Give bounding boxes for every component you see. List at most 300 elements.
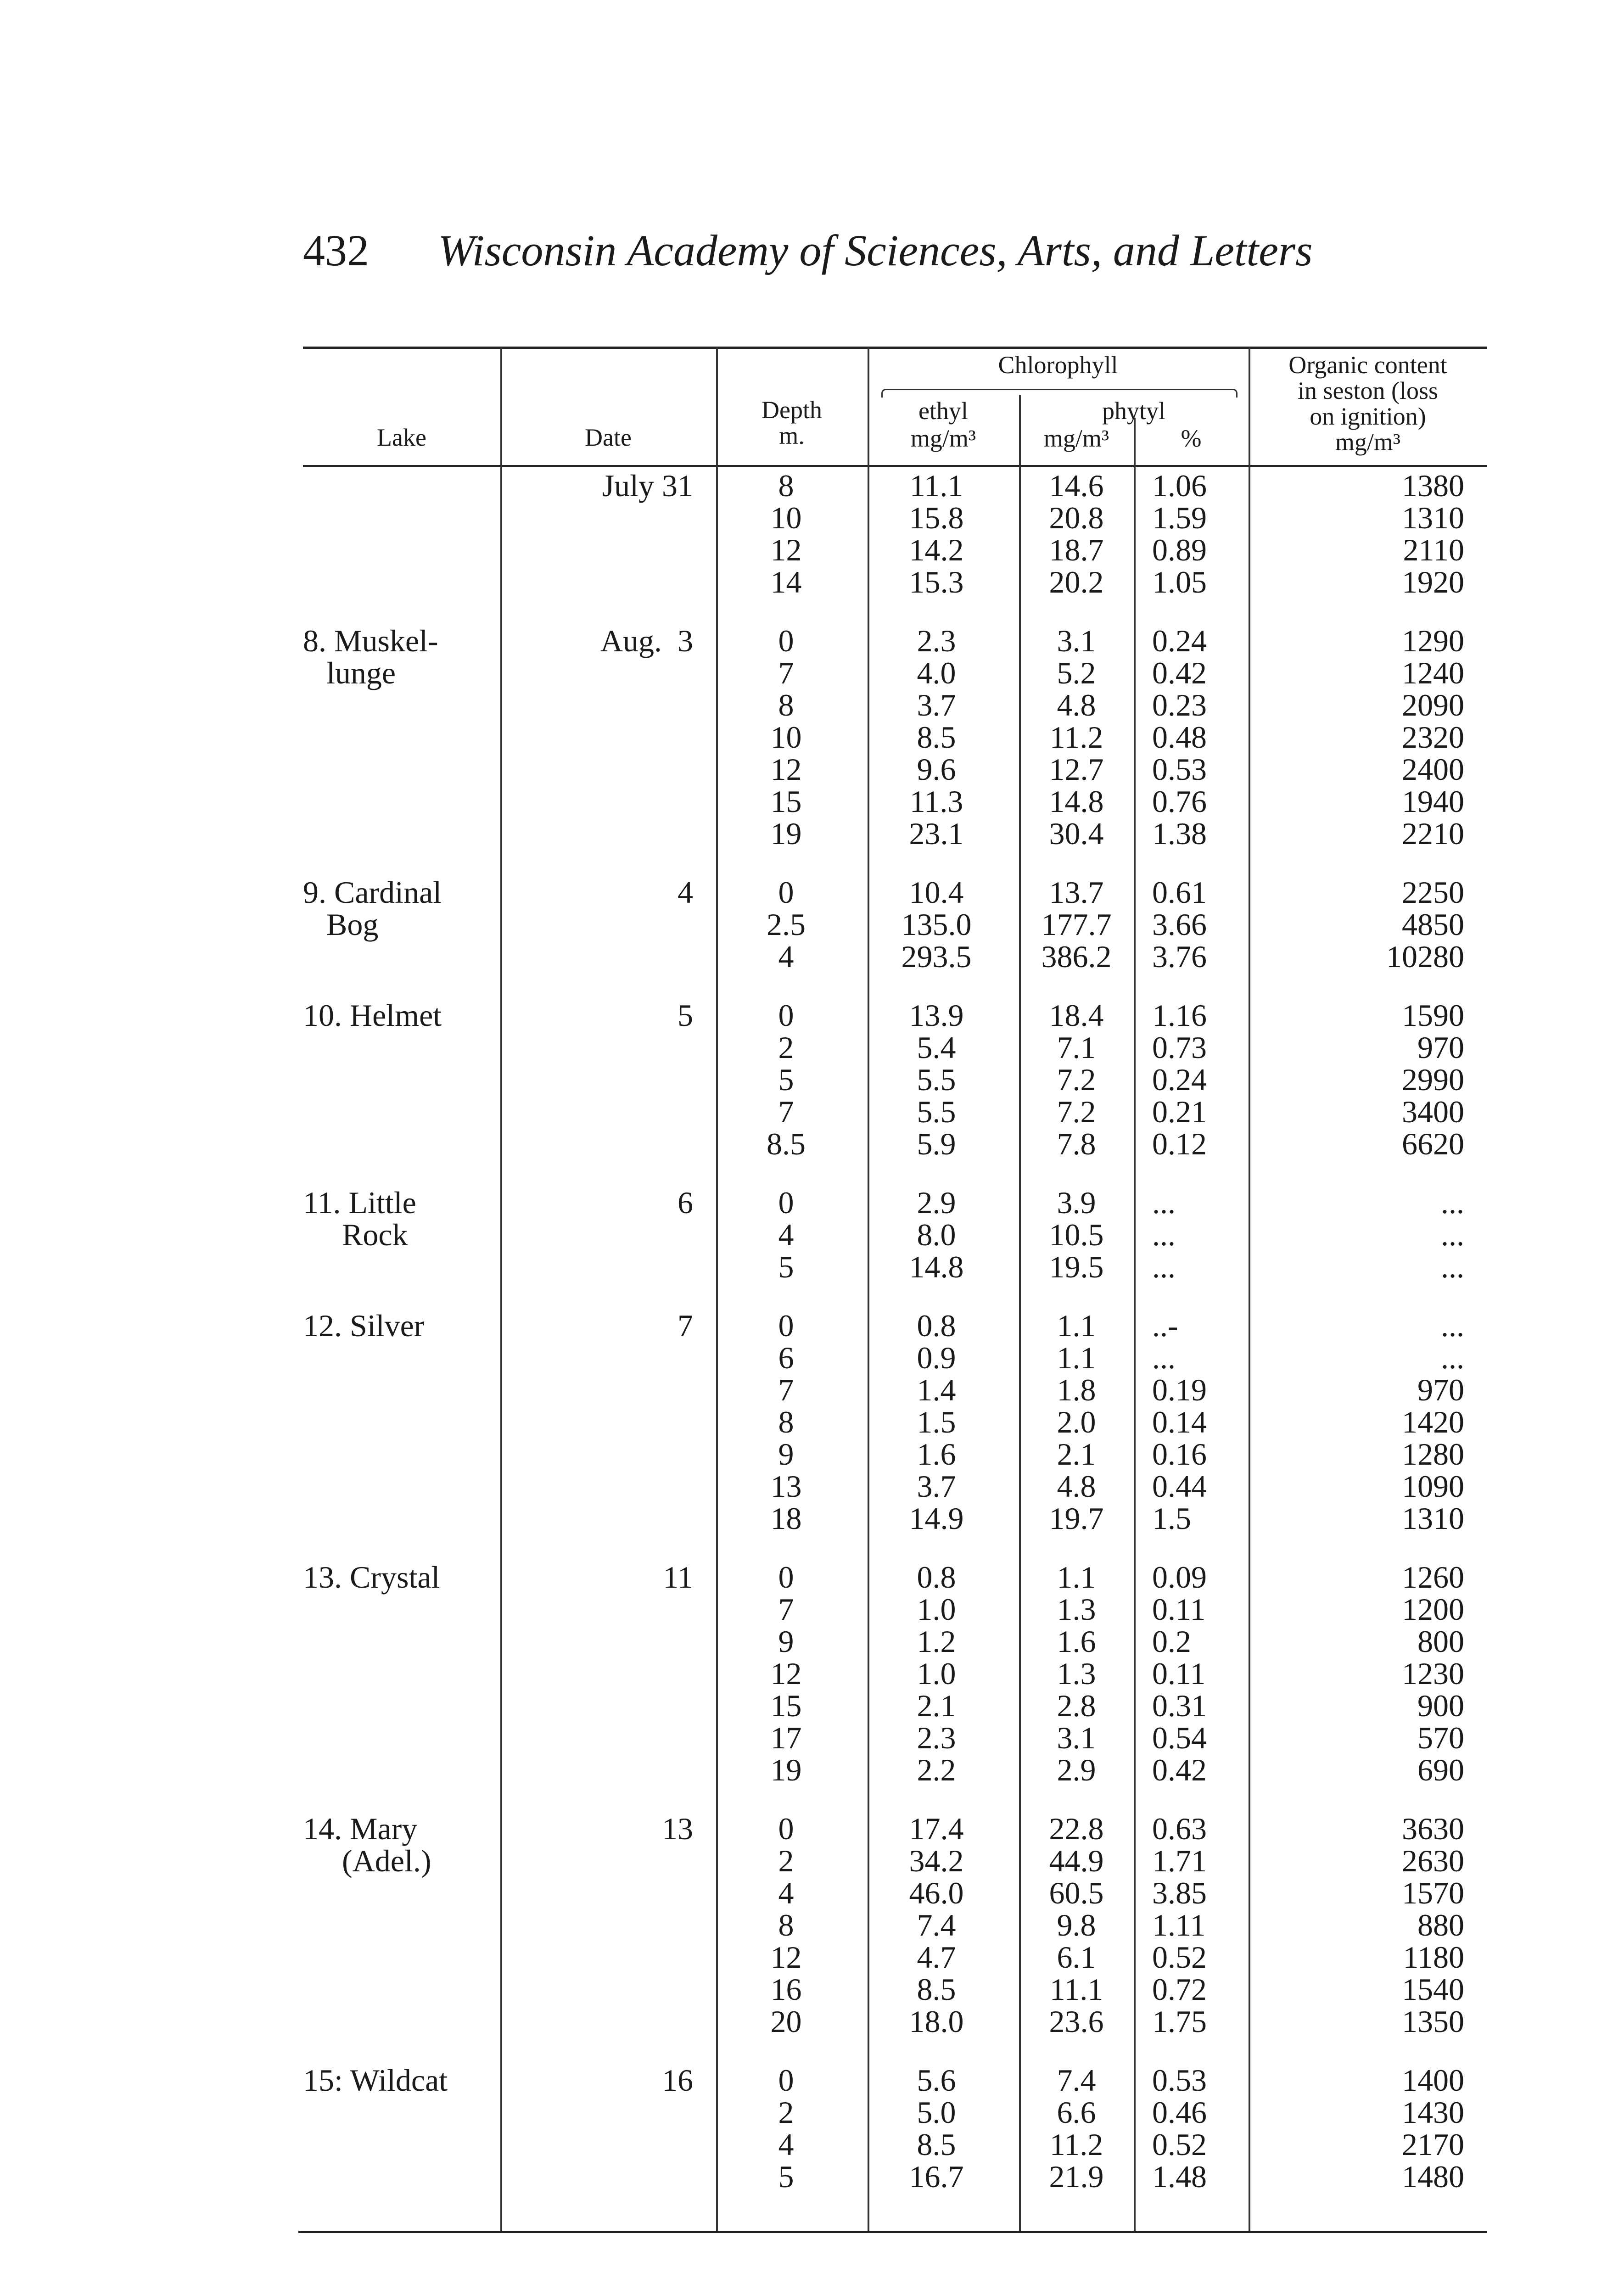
organic-content-cell: 1480 <box>1402 2159 1464 2194</box>
data-table <box>303 347 1487 2261</box>
ethyl-cell: 8.5 <box>917 2127 956 2162</box>
phytyl-percent-cell: 1.16 <box>1152 998 1207 1033</box>
ethyl-cell: 7.4 <box>917 1908 956 1942</box>
depth-cell: 2 <box>778 1843 794 1878</box>
organic-content-cell: 690 <box>1417 1752 1464 1787</box>
depth-cell: 10 <box>770 500 802 535</box>
ethyl-cell: 8.0 <box>917 1217 956 1252</box>
organic-content-cell: 2170 <box>1402 2127 1464 2162</box>
phytyl-mg-cell: 11.2 <box>1049 720 1103 755</box>
ethyl-cell: 17.4 <box>909 1811 964 1846</box>
organic-content-cell: 2090 <box>1402 688 1464 722</box>
phytyl-mg-cell: 9.8 <box>1057 1908 1096 1942</box>
ethyl-cell: 1.4 <box>917 1372 956 1407</box>
organic-content-cell: 1400 <box>1402 2063 1464 2098</box>
depth-cell: 12 <box>770 532 802 567</box>
phytyl-percent-cell: 0.21 <box>1152 1094 1207 1129</box>
phytyl-mg-cell: 177.7 <box>1041 907 1112 942</box>
phytyl-percent-cell: 0.12 <box>1152 1126 1207 1161</box>
phytyl-percent-cell: 1.11 <box>1152 1908 1206 1942</box>
ethyl-cell: 1.0 <box>917 1656 956 1691</box>
phytyl-mg-cell: 386.2 <box>1041 939 1112 974</box>
depth-cell: 12 <box>770 752 802 787</box>
lake-group <box>303 625 1487 850</box>
lake-name: Rock <box>303 1217 408 1252</box>
phytyl-percent-cell: ... <box>1152 1185 1176 1220</box>
phytyl-mg-cell: 60.5 <box>1049 1875 1104 1910</box>
ethyl-cell: 3.7 <box>917 1469 956 1504</box>
sample-date: July 31 <box>602 468 693 503</box>
phytyl-percent-cell: 3.66 <box>1152 907 1207 942</box>
depth-cell: 5 <box>778 1062 794 1097</box>
organic-content-cell: 2630 <box>1402 1843 1464 1878</box>
depth-cell: 2.5 <box>767 907 806 942</box>
ethyl-cell: 8.5 <box>917 1972 956 2007</box>
table-row <box>303 785 1487 817</box>
phytyl-mg-cell: 1.1 <box>1057 1340 1096 1375</box>
phytyl-mg-cell: 1.6 <box>1057 1624 1096 1659</box>
table-row <box>303 1251 1487 1283</box>
sample-date: 11 <box>663 1560 693 1595</box>
phytyl-mg-cell: 1.3 <box>1057 1656 1096 1691</box>
phytyl-mg-cell: 6.1 <box>1057 1940 1096 1975</box>
depth-cell: 19 <box>770 816 802 851</box>
table-row <box>303 1502 1487 1534</box>
table-row <box>303 1941 1487 1973</box>
header-ethyl-unit: mg/m³ <box>910 425 976 452</box>
depth-cell: 7 <box>778 655 794 690</box>
phytyl-percent-cell: 0.72 <box>1152 1972 1207 2007</box>
table-row <box>303 999 1487 1031</box>
depth-cell: 9 <box>778 1437 794 1472</box>
group-spacer <box>303 1160 1487 1187</box>
table-row <box>303 1374 1487 1406</box>
sample-date: Aug. 3 <box>600 623 693 658</box>
phytyl-percent-cell: 0.24 <box>1152 1062 1207 1097</box>
phytyl-percent-cell: 0.48 <box>1152 720 1207 755</box>
header-phytyl-unit: mg/m³ <box>1043 425 1109 452</box>
phytyl-mg-cell: 3.1 <box>1057 1720 1096 1755</box>
phytyl-mg-cell: 11.2 <box>1049 2127 1103 2162</box>
organic-content-cell: 1920 <box>1402 565 1464 599</box>
lake-name: Bog <box>303 907 379 942</box>
phytyl-percent-cell: 0.53 <box>1152 752 1207 787</box>
phytyl-mg-cell: 13.7 <box>1049 875 1104 910</box>
table-row <box>303 1973 1487 2005</box>
table-row <box>303 876 1487 908</box>
ethyl-cell: 2.2 <box>917 1752 956 1787</box>
ethyl-cell: 34.2 <box>909 1843 964 1878</box>
phytyl-mg-cell: 18.7 <box>1049 532 1104 567</box>
depth-cell: 14 <box>770 565 802 599</box>
organic-content-cell: 1260 <box>1402 1560 1464 1595</box>
depth-cell: 5 <box>778 1249 794 1284</box>
depth-cell: 17 <box>770 1720 802 1755</box>
lake-name: 15: Wildcat <box>303 2063 448 2098</box>
table-row <box>303 1310 1487 1342</box>
table-body <box>303 470 1487 2193</box>
group-spacer <box>303 598 1487 625</box>
ethyl-cell: 23.1 <box>909 816 964 851</box>
organic-content-cell: 2250 <box>1402 875 1464 910</box>
lake-name: 8. Muskel- <box>303 623 438 658</box>
phytyl-percent-cell: 0.63 <box>1152 1811 1207 1846</box>
journal-title: Wisconsin Academy of Sciences, Arts, and Letters <box>438 226 1313 275</box>
phytyl-mg-cell: 23.6 <box>1049 2004 1104 2039</box>
depth-cell: 16 <box>770 1972 802 2007</box>
depth-cell: 20 <box>770 2004 802 2039</box>
group-spacer <box>303 973 1487 999</box>
sample-date: 7 <box>678 1308 693 1343</box>
organic-content-cell: ... <box>1441 1217 1464 1252</box>
organic-content-cell: 2400 <box>1402 752 1464 787</box>
phytyl-percent-cell: ... <box>1152 1217 1176 1252</box>
phytyl-mg-cell: 1.1 <box>1057 1560 1096 1595</box>
phytyl-percent-cell: ... <box>1152 1249 1176 1284</box>
phytyl-mg-cell: 4.8 <box>1057 688 1096 722</box>
phytyl-mg-cell: 7.2 <box>1057 1062 1096 1097</box>
depth-cell: 4 <box>778 939 794 974</box>
phytyl-percent-cell: 0.46 <box>1152 2095 1207 2130</box>
depth-cell: 5 <box>778 2159 794 2194</box>
ethyl-cell: 8.5 <box>917 720 956 755</box>
page-number: 432 <box>303 226 369 275</box>
lake-group <box>303 876 1487 973</box>
table-row <box>303 2161 1487 2193</box>
depth-cell: 8 <box>778 1405 794 1439</box>
organic-content-cell: 1310 <box>1402 1501 1464 1536</box>
table-row <box>303 753 1487 785</box>
phytyl-percent-cell: 0.73 <box>1152 1030 1207 1065</box>
phytyl-percent-cell: 0.52 <box>1152 1940 1207 1975</box>
organic-content-cell: 1540 <box>1402 1972 1464 2007</box>
phytyl-percent-cell: 0.42 <box>1152 655 1207 690</box>
organic-content-cell: 1280 <box>1402 1437 1464 1472</box>
ethyl-cell: 1.0 <box>917 1592 956 1627</box>
table-row <box>303 1470 1487 1502</box>
lake-name: 9. Cardinal <box>303 875 442 910</box>
phytyl-mg-cell: 7.2 <box>1057 1094 1096 1129</box>
ethyl-cell: 5.5 <box>917 1094 956 1129</box>
phytyl-percent-cell: 0.89 <box>1152 532 1207 567</box>
organic-content-cell: 1200 <box>1402 1592 1464 1627</box>
header-phytyl: phytyl <box>1102 397 1165 425</box>
ethyl-cell: 5.0 <box>917 2095 956 2130</box>
ethyl-cell: 2.9 <box>917 1185 956 1220</box>
phytyl-mg-cell: 6.6 <box>1057 2095 1096 2130</box>
ethyl-cell: 10.4 <box>909 875 964 910</box>
organic-content-cell: ... <box>1441 1185 1464 1220</box>
depth-cell: 8.5 <box>767 1126 806 1161</box>
phytyl-percent-cell: 0.19 <box>1152 1372 1207 1407</box>
header-organic-line: Organic content <box>1288 351 1447 379</box>
depth-cell: 18 <box>770 1501 802 1536</box>
depth-cell: 7 <box>778 1592 794 1627</box>
phytyl-percent-cell: 1.75 <box>1152 2004 1207 2039</box>
depth-cell: 9 <box>778 1624 794 1659</box>
organic-content-cell: 6620 <box>1402 1126 1464 1161</box>
phytyl-percent-cell: 0.61 <box>1152 875 1207 910</box>
ethyl-cell: 1.2 <box>917 1624 956 1659</box>
depth-cell: 12 <box>770 1656 802 1691</box>
ethyl-cell: 135.0 <box>901 907 972 942</box>
organic-content-cell: 970 <box>1417 1030 1464 1065</box>
depth-cell: 7 <box>778 1372 794 1407</box>
depth-cell: 0 <box>778 1811 794 1846</box>
phytyl-mg-cell: 22.8 <box>1049 1811 1104 1846</box>
header-depth-unit: m. <box>779 422 805 449</box>
table-row <box>303 1561 1487 1593</box>
table-row <box>303 566 1487 598</box>
organic-content-cell: 970 <box>1417 1372 1464 1407</box>
lake-name: (Adel.) <box>303 1843 431 1878</box>
organic-content-cell: 3630 <box>1402 1811 1464 1846</box>
table-row <box>303 1754 1487 1786</box>
organic-content-cell: 1290 <box>1402 623 1464 658</box>
organic-content-cell: 1590 <box>1402 998 1464 1033</box>
phytyl-mg-cell: 7.8 <box>1057 1126 1096 1161</box>
lake-name: 11. Little <box>303 1185 416 1220</box>
table-row <box>303 534 1487 566</box>
ethyl-cell: 4.0 <box>917 655 956 690</box>
organic-content-cell: 1570 <box>1402 1875 1464 1910</box>
sample-date: 4 <box>678 875 693 910</box>
depth-cell: 10 <box>770 720 802 755</box>
ethyl-cell: 0.9 <box>917 1340 956 1375</box>
organic-content-cell: 3400 <box>1402 1094 1464 1129</box>
ethyl-cell: 14.2 <box>909 532 964 567</box>
sample-date: 16 <box>662 2063 693 2098</box>
lake-name: 14. Mary <box>303 1811 418 1846</box>
table-row <box>303 1342 1487 1374</box>
depth-cell: 13 <box>770 1469 802 1504</box>
organic-content-cell: 4850 <box>1402 907 1464 942</box>
table-row <box>303 1657 1487 1690</box>
phytyl-percent-cell: 0.2 <box>1152 1624 1191 1659</box>
organic-content-cell: 1940 <box>1402 784 1464 819</box>
ethyl-cell: 14.9 <box>909 1501 964 1536</box>
phytyl-mg-cell: 18.4 <box>1049 998 1104 1033</box>
ethyl-cell: 15.3 <box>909 565 964 599</box>
depth-cell: 0 <box>778 1560 794 1595</box>
phytyl-percent-cell: 1.06 <box>1152 468 1207 503</box>
phytyl-percent-cell: 0.31 <box>1152 1688 1207 1723</box>
table-row <box>303 689 1487 721</box>
organic-content-cell: 2110 <box>1403 532 1464 567</box>
table-row <box>303 2005 1487 2038</box>
phytyl-percent-cell: ... <box>1152 1340 1176 1375</box>
phytyl-mg-cell: 4.8 <box>1057 1469 1096 1504</box>
organic-content-cell: 1310 <box>1402 500 1464 535</box>
lake-name: 12. Silver <box>303 1308 425 1343</box>
phytyl-percent-cell: 0.44 <box>1152 1469 1207 1504</box>
organic-content-cell: 1350 <box>1402 2004 1464 2039</box>
lake-group <box>303 1310 1487 1534</box>
ethyl-cell: 2.3 <box>917 623 956 658</box>
table-row <box>303 817 1487 850</box>
lake-group <box>303 470 1487 598</box>
ethyl-cell: 5.6 <box>917 2063 956 2098</box>
header-date: Date <box>585 424 632 451</box>
organic-content-cell: 1180 <box>1403 1940 1464 1975</box>
phytyl-mg-cell: 44.9 <box>1049 1843 1104 1878</box>
organic-content-cell: 1090 <box>1402 1469 1464 1504</box>
organic-content-cell: 1230 <box>1402 1656 1464 1691</box>
table-row <box>303 1187 1487 1219</box>
ethyl-cell: 3.7 <box>917 688 956 722</box>
phytyl-mg-cell: 2.9 <box>1057 1752 1096 1787</box>
lake-name: 10. Helmet <box>303 998 442 1033</box>
table-row <box>303 1438 1487 1470</box>
phytyl-percent-cell: 0.52 <box>1152 2127 1207 2162</box>
phytyl-mg-cell: 11.1 <box>1049 1972 1103 2007</box>
phytyl-percent-cell: 0.24 <box>1152 623 1207 658</box>
table-row <box>303 1909 1487 1941</box>
table-row <box>303 1406 1487 1438</box>
table-row <box>303 502 1487 534</box>
lake-group <box>303 1187 1487 1283</box>
phytyl-percent-cell: ..- <box>1152 1308 1178 1343</box>
organic-content-cell: ... <box>1441 1308 1464 1343</box>
organic-content-cell: 2990 <box>1402 1062 1464 1097</box>
ethyl-cell: 0.8 <box>917 1560 956 1595</box>
sample-date: 5 <box>678 998 693 1033</box>
depth-cell: 8 <box>778 688 794 722</box>
organic-content-cell: 1420 <box>1402 1405 1464 1439</box>
table-row <box>303 657 1487 689</box>
depth-cell: 12 <box>770 1940 802 1975</box>
depth-cell: 4 <box>778 1875 794 1910</box>
table-row <box>303 1813 1487 1845</box>
phytyl-mg-cell: 19.5 <box>1049 1249 1104 1284</box>
depth-cell: 15 <box>770 1688 802 1723</box>
organic-content-cell: 1240 <box>1402 655 1464 690</box>
phytyl-percent-cell: 3.76 <box>1152 939 1207 974</box>
ethyl-cell: 9.6 <box>917 752 956 787</box>
table-row <box>303 1877 1487 1909</box>
table-row <box>303 908 1487 940</box>
table-row <box>303 1064 1487 1096</box>
header-lake: Lake <box>377 424 426 451</box>
phytyl-mg-cell: 30.4 <box>1049 816 1104 851</box>
ethyl-cell: 11.3 <box>909 784 963 819</box>
ethyl-cell: 18.0 <box>909 2004 964 2039</box>
ethyl-cell: 2.1 <box>917 1688 956 1723</box>
header-organic-content <box>1249 352 1487 470</box>
phytyl-mg-cell: 2.0 <box>1057 1405 1096 1439</box>
table-row <box>303 1690 1487 1722</box>
ethyl-cell: 14.8 <box>909 1249 964 1284</box>
group-spacer <box>303 1786 1487 1813</box>
sample-date: 13 <box>662 1811 693 1846</box>
header-phytyl-percent: % <box>1181 425 1202 452</box>
depth-cell: 8 <box>778 1908 794 1942</box>
phytyl-percent-cell: 1.71 <box>1152 1843 1207 1878</box>
depth-cell: 0 <box>778 1308 794 1343</box>
ethyl-cell: 13.9 <box>909 998 964 1033</box>
lake-group <box>303 2064 1487 2193</box>
table-row <box>303 1128 1487 1160</box>
organic-content-cell: ... <box>1441 1340 1464 1375</box>
phytyl-mg-cell: 1.3 <box>1057 1592 1096 1627</box>
lake-name: 13. Crystal <box>303 1560 440 1595</box>
phytyl-percent-cell: 0.23 <box>1152 688 1207 722</box>
depth-cell: 0 <box>778 2063 794 2098</box>
depth-cell: 0 <box>778 875 794 910</box>
table-row <box>303 1625 1487 1657</box>
header-organic-unit: mg/m³ <box>1335 428 1401 456</box>
phytyl-mg-cell: 20.8 <box>1049 500 1104 535</box>
depth-cell: 4 <box>778 1217 794 1252</box>
organic-content-cell: 2320 <box>1402 720 1464 755</box>
phytyl-percent-cell: 0.76 <box>1152 784 1207 819</box>
ethyl-cell: 15.8 <box>909 500 964 535</box>
ethyl-cell: 1.5 <box>917 1405 956 1439</box>
phytyl-mg-cell: 12.7 <box>1049 752 1104 787</box>
running-head <box>303 225 1405 294</box>
table-top-rule <box>303 347 1487 349</box>
depth-cell: 19 <box>770 1752 802 1787</box>
depth-cell: 8 <box>778 468 794 503</box>
depth-cell: 7 <box>778 1094 794 1129</box>
header-ethyl: ethyl <box>918 397 968 425</box>
phytyl-percent-cell: 1.5 <box>1152 1501 1191 1536</box>
phytyl-percent-cell: 0.16 <box>1152 1437 1207 1472</box>
header-depth-line: Depth <box>762 396 822 424</box>
lake-name: lunge <box>303 655 396 690</box>
organic-content-cell: 570 <box>1417 1720 1464 1755</box>
header-organic-line: in seston (loss <box>1297 377 1439 404</box>
header-chlorophyll: Chlorophyll <box>998 351 1118 379</box>
phytyl-mg-cell: 19.7 <box>1049 1501 1104 1536</box>
table-row <box>303 1219 1487 1251</box>
table-row <box>303 1031 1487 1064</box>
organic-content-cell: 10280 <box>1386 939 1464 974</box>
phytyl-percent-cell: 3.85 <box>1152 1875 1207 1910</box>
phytyl-mg-cell: 21.9 <box>1049 2159 1104 2194</box>
phytyl-mg-cell: 7.4 <box>1057 2063 1096 2098</box>
table-row <box>303 1845 1487 1877</box>
ethyl-cell: 2.3 <box>917 1720 956 1755</box>
phytyl-percent-cell: 1.38 <box>1152 816 1207 851</box>
phytyl-mg-cell: 3.9 <box>1057 1185 1096 1220</box>
phytyl-percent-cell: 0.11 <box>1152 1592 1206 1627</box>
phytyl-percent-cell: 0.53 <box>1152 2063 1207 2098</box>
ethyl-cell: 5.4 <box>917 1030 956 1065</box>
organic-content-cell: ... <box>1441 1249 1464 1284</box>
table-row <box>303 625 1487 657</box>
depth-cell: 0 <box>778 623 794 658</box>
depth-cell: 0 <box>778 1185 794 1220</box>
phytyl-mg-cell: 20.2 <box>1049 565 1104 599</box>
phytyl-mg-cell: 10.5 <box>1049 1217 1104 1252</box>
table-row <box>303 2128 1487 2161</box>
phytyl-percent-cell: 0.42 <box>1152 1752 1207 1787</box>
phytyl-mg-cell: 3.1 <box>1057 623 1096 658</box>
organic-content-cell: 800 <box>1417 1624 1464 1659</box>
table-row <box>303 1593 1487 1625</box>
table-row <box>303 470 1487 502</box>
depth-cell: 6 <box>778 1340 794 1375</box>
phytyl-mg-cell: 2.8 <box>1057 1688 1096 1723</box>
group-spacer <box>303 2038 1487 2064</box>
ethyl-cell: 16.7 <box>909 2159 964 2194</box>
depth-cell: 4 <box>778 2127 794 2162</box>
depth-cell: 15 <box>770 784 802 819</box>
table-row <box>303 1722 1487 1754</box>
phytyl-percent-cell: 1.48 <box>1152 2159 1207 2194</box>
ethyl-cell: 5.5 <box>917 1062 956 1097</box>
